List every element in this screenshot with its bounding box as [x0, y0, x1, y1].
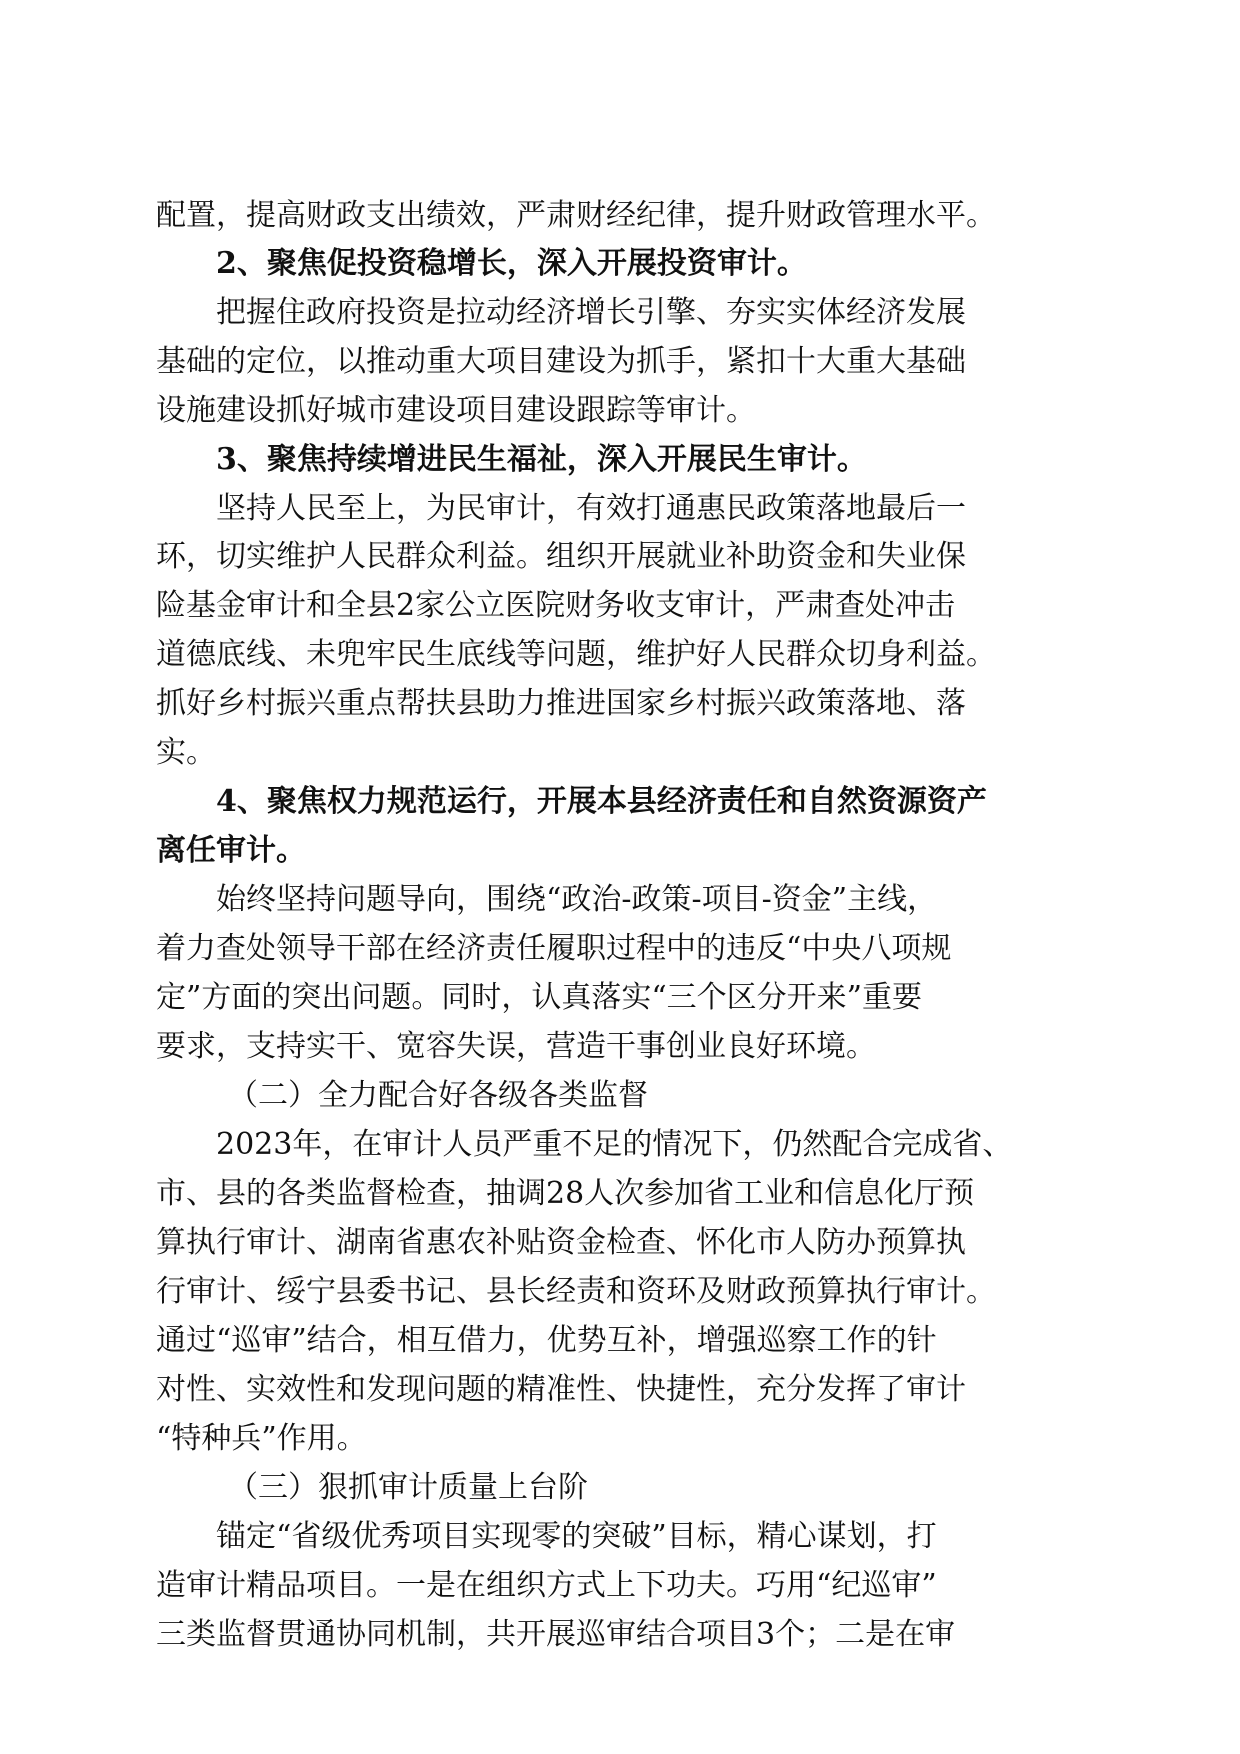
paragraph-line: 险基金审计和全县2家公立医院财务收支审计，严肃查处冲击	[156, 588, 956, 623]
subsection-heading: （三）狠抓审计质量上台阶	[228, 1470, 588, 1505]
paragraph-line: 算执行审计、湖南省惠农补贴资金检查、怀化市人防办预算执	[156, 1225, 966, 1260]
section-heading: 4、聚焦权力规范运行，开展本县经济责任和自然资源资产	[216, 784, 987, 819]
paragraph-line: “特种兵”作用。	[156, 1421, 367, 1456]
paragraph-line: 环，切实维护人民群众利益。组织开展就业补助资金和失业保	[156, 539, 966, 574]
paragraph-line: 造审计精品项目。一是在组织方式上下功夫。巧用“纪巡审”	[156, 1568, 937, 1603]
paragraph-line: 坚持人民至上，为民审计，有效打通惠民政策落地最后一	[216, 491, 966, 526]
paragraph-line: 定”方面的突出问题。同时，认真落实“三个区分开来”重要	[156, 980, 923, 1015]
subsection-heading: （二）全力配合好各级各类监督	[228, 1078, 648, 1113]
section-heading: 离任审计。	[156, 833, 306, 868]
paragraph-line: 对性、实效性和发现问题的精准性、快捷性，充分发挥了审计	[156, 1372, 966, 1407]
paragraph-line: 设施建设抓好城市建设项目建设跟踪等审计。	[156, 393, 756, 428]
section-heading: 2、聚焦促投资稳增长，深入开展投资审计。	[216, 246, 807, 281]
paragraph-line: 通过“巡审”结合，相互借力，优势互补，增强巡察工作的针	[156, 1323, 937, 1358]
paragraph-line: 把握住政府投资是拉动经济增长引擎、夯实实体经济发展	[216, 295, 966, 330]
paragraph-line: 实。	[156, 735, 216, 770]
paragraph-line: 着力查处领导干部在经济责任履职过程中的违反“中央八项规	[156, 931, 952, 966]
paragraph-line: 道德底线、未兜牢民生底线等问题，维护好人民群众切身利益。	[156, 637, 996, 672]
paragraph-line: 三类监督贯通协同机制，共开展巡审结合项目3个；二是在审	[156, 1617, 956, 1652]
paragraph-line: 行审计、绥宁县委书记、县长经责和资环及财政预算执行审计。	[156, 1274, 996, 1309]
paragraph-line: 2023年，在审计人员严重不足的情况下，仍然配合完成省、	[216, 1127, 1013, 1162]
section-heading: 3、聚焦持续增进民生福祉，深入开展民生审计。	[216, 442, 867, 477]
paragraph-line: 市、县的各类监督检查，抽调28人次参加省工业和信息化厅预	[156, 1176, 975, 1211]
paragraph-line: 始终坚持问题导向，围绕“政治-政策-项目-资金”主线，	[216, 882, 938, 917]
paragraph-line: 配置，提高财政支出绩效，严肃财经纪律，提升财政管理水平。	[156, 198, 996, 233]
paragraph-line: 锚定“省级优秀项目实现零的突破”目标，精心谋划，打	[216, 1519, 937, 1554]
paragraph-line: 要求，支持实干、宽容失误，营造干事创业良好环境。	[156, 1029, 876, 1064]
paragraph-line: 基础的定位，以推动重大项目建设为抓手，紧扣十大重大基础	[156, 344, 966, 379]
paragraph-line: 抓好乡村振兴重点帮扶县助力推进国家乡村振兴政策落地、落	[156, 686, 966, 721]
